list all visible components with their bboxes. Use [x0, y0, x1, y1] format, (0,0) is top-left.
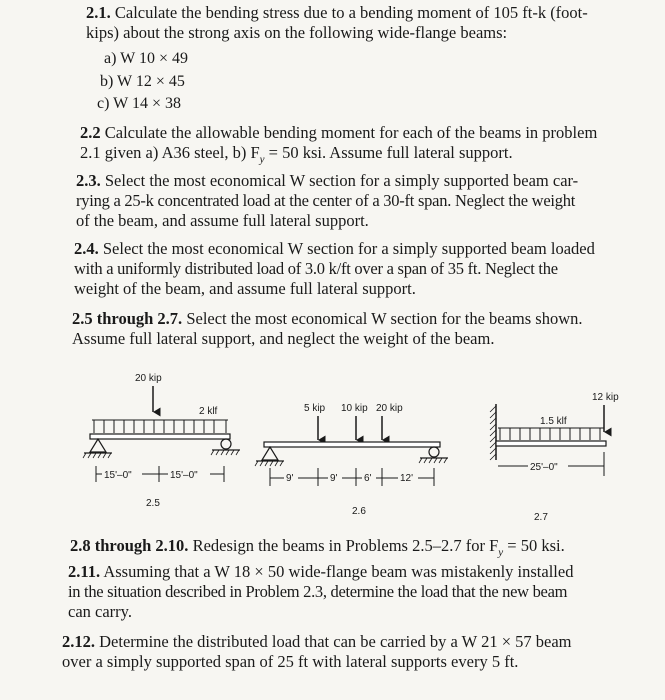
- problem-2-1-c: c) W 14 × 38: [97, 95, 181, 112]
- problem-2-1-line1: [86, 3, 588, 22]
- problem-2-12-line2: over a simply supported span of 25 ft with lateral supports every 5 ft.: [62, 652, 519, 671]
- roller-support: [429, 447, 439, 457]
- problem-2-2-line1: [80, 123, 597, 142]
- problem-number: 2.12.: [62, 632, 95, 651]
- beam: [496, 441, 606, 446]
- problem-text: Calculate the allowable bending moment for each of the beams in problem: [104, 123, 598, 142]
- text: 2.1 given a) A36 steel, b) F: [80, 143, 260, 162]
- problem-number: 2.11.: [68, 562, 101, 581]
- problem-2-2-line2: [80, 143, 513, 169]
- dimension-1: 9': [286, 473, 294, 484]
- problem-number: 2.8 through 2.10.: [70, 536, 189, 555]
- figure-2-5: [83, 373, 240, 509]
- dimension-2: 9': [330, 473, 338, 484]
- problem-text: Determine the distributed load that can be carried by a W 21 × 57 beam: [99, 632, 572, 651]
- figure-number: 2.5: [146, 498, 160, 509]
- problem-2-4-line3: weight of the beam, and assume full lateral support.: [74, 279, 416, 298]
- dimension-4: 12': [400, 473, 414, 484]
- problem-text: Select the most economical W section for a simply supported beam car-: [104, 171, 579, 190]
- subscript: y: [498, 546, 504, 559]
- problem-2-3-line3: of the beam, and assume full lateral support.: [76, 211, 369, 230]
- ground-hatch: [255, 461, 283, 466]
- ground-hatch: [83, 453, 111, 458]
- problem-2-11-line1: [68, 562, 573, 581]
- text: = 50 ksi. Assume full lateral support.: [264, 143, 513, 162]
- problem-2-5-line1: [72, 309, 583, 328]
- dimension: 25'–0": [530, 462, 558, 473]
- wall-hatch: [490, 406, 496, 460]
- ground-hatch: [211, 450, 239, 455]
- problem-number: 2.1.: [86, 3, 111, 22]
- problem-number: 2.2: [80, 123, 101, 142]
- problem-number: 2.3.: [76, 171, 101, 190]
- problem-2-1-line2: kips) about the strong axis on the following wide-flange beams:: [86, 23, 508, 42]
- figure-number: 2.6: [352, 506, 366, 517]
- problem-text: = 50 ksi.: [503, 536, 565, 555]
- dimension-3: 6': [364, 473, 372, 484]
- roller-support: [221, 439, 231, 449]
- figures-2-5-to-2-7: [0, 360, 665, 530]
- problem-2-8-line1: [70, 536, 565, 562]
- figure-2-7: [490, 392, 619, 523]
- problem-text: Select the most economical W section for a simply supported beam loaded: [102, 239, 595, 258]
- figure-number: 2.7: [534, 512, 548, 523]
- problem-2-4-line1: [74, 239, 595, 258]
- problem-text: Assuming that a W 18 × 50 wide-flange beam was mistakenly installed: [103, 562, 574, 581]
- problem-2-1-a: a) W 10 × 49: [104, 50, 188, 67]
- problem-text: Redesign the beams in Problems 2.5–2.7 for F: [192, 536, 499, 555]
- load-1-label: 5 kip: [304, 403, 326, 414]
- distributed-load-label: 2 klf: [199, 406, 218, 417]
- problem-text: Calculate the bending stress due to a bending moment of 105 ft-k (foot-: [114, 3, 588, 22]
- problem-2-3-line2: rying a 25-k concentrated load at the center of a 30-ft span. Neglect the weight: [76, 191, 576, 210]
- problem-2-3-line1: [76, 171, 578, 190]
- problem-2-11-line3: can carry.: [68, 602, 132, 621]
- figure-2-6: [255, 403, 448, 517]
- distributed-load-arrows: [94, 420, 226, 433]
- dimension-1: 15'–0": [104, 470, 132, 481]
- distributed-load-label: 1.5 klf: [540, 416, 567, 427]
- problem-number: 2.5 through 2.7.: [72, 309, 183, 328]
- problem-2-4-line2: with a uniformly distributed load of 3.0 k/ft over a span of 35 ft. Neglect the: [74, 259, 558, 278]
- subscript: y: [259, 153, 265, 166]
- problem-2-5-line2: Assume full lateral support, and neglect the weight of the beam.: [72, 329, 495, 348]
- beam: [264, 442, 440, 447]
- pin-support: [90, 439, 106, 452]
- problem-text: Select the most economical W section for the beams shown.: [186, 309, 583, 328]
- problem-2-12-line1: [62, 632, 572, 651]
- point-load-label: 12 kip: [592, 392, 619, 403]
- problem-2-11-line2: in the situation described in Problem 2.3, determine the load that the new beam: [68, 582, 568, 601]
- ground-hatch: [419, 458, 447, 463]
- load-2-label: 10 kip: [341, 403, 368, 414]
- pin-support: [262, 447, 278, 460]
- distributed-load-arrows: [500, 428, 600, 440]
- point-load-label: 20 kip: [135, 373, 162, 384]
- problem-2-1-b: b) W 12 × 45: [100, 73, 185, 90]
- load-3-label: 20 kip: [376, 403, 403, 414]
- beam: [90, 434, 230, 439]
- dimension-2: 15'–0": [170, 470, 198, 481]
- problem-number: 2.4.: [74, 239, 99, 258]
